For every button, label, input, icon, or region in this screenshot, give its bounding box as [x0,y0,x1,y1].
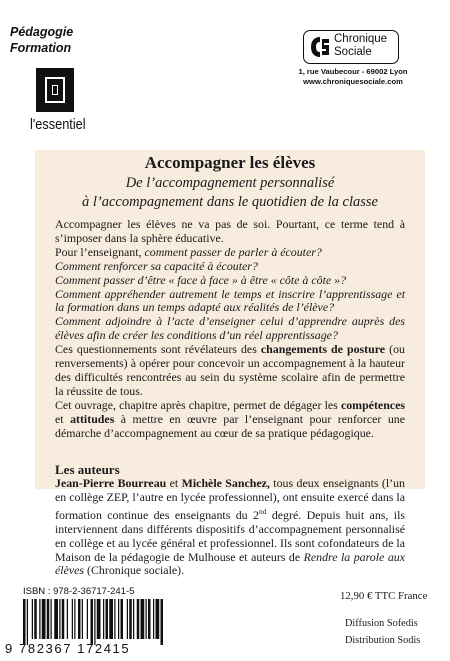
diffusion: Diffusion Sofedis [345,618,418,629]
blurb-paragraph-1: Accompagner les élèves ne va pas de soi. Pourtant, ce terme tend à s’imposer dans la sphère éducative. [55,217,405,245]
publisher-website: www.chroniquesociale.com [303,77,403,86]
publisher-name: Chronique Sociale [334,33,388,58]
isbn: ISBN : 978-2-36717-241-5 [23,586,135,597]
series-logo-icon [36,68,74,112]
blurb-paragraph-4: Cet ouvrage, chapitre après chapitre, permet de dégager les compétences et attitudes à mettre en œuvre par l’enseignant pour renforcer une démarche d’accompagnement au cœur de sa pratique pédagogique. [55,397,405,440]
barcode-digits: 9 782367 172415 [5,641,131,656]
publisher-cs-icon [310,36,330,58]
publisher-logo [303,30,399,64]
distribution: Distribution Sodis [345,635,421,646]
blurb-question-4: Comment appréhender autrement le temps et inscrire l’apprentissage et la formation dans un temps adapté aux réalités de l’élève? [55,286,405,315]
collection-line-1: Pédagogie [10,25,74,39]
distribution-info [345,615,420,649]
book-subtitle-2: à l’accompagnement dans le quotidien de la classe [82,194,378,210]
blurb-body [55,218,405,441]
collection-label [10,24,73,56]
publisher-address-block [297,67,409,87]
book-subtitle-1: De l’accompagnement personnalisé [125,175,335,191]
price: 12,90 € TTC France [340,590,428,602]
blurb-question-2: Comment renforcer sa capacité à écouter? [55,258,258,273]
publisher-address: 1, rue Vaubecour - 69002 Lyon [298,67,408,76]
collection-line-2: Formation [10,41,72,55]
series-name: l'essentiel [30,116,86,133]
blurb-paragraph-2: Pour l’enseignant, comment passer de parler à écouter? [55,244,322,259]
blurb-question-5: Comment adjoindre à l’acte d’enseigner celui d’apprendre auprès des élèves afin de créer les conditions d’un réel apprentissage? [55,314,405,343]
barcode-block [3,585,231,661]
book-title: Accompagner les élèves [144,153,316,172]
barcode-icon [19,599,219,645]
blurb-question-3: Comment passer d’être « face à face » à être « côte à côte »? [55,272,347,287]
blurb-paragraph-3: Ces questionnements sont révélateurs des changements de posture (ou renversements) à opérer pour concevoir un accompagnement à la hauteur des difficultés rencontrées au sein du système scolaire afin de permettre la réussite de tous. [55,342,405,398]
authors-bio: Jean-Pierre Bourreau et Michèle Sanchez, tous deux enseignants (l’un en collège ZEP, l’autre en lycée professionnel), ont ensuite exercé dans la formation continue des enseignants du 2nd degré. Depuis huit ans, ils interviennent dans différents dispositifs d’accompagnement personnalisé en collège et au lycée général et professionnel. Ils sont cofondateurs de la Maison de la pédagogie de Mulhouse et auteurs de Rendre la parole aux élèves (Chronique sociale). [55,476,406,578]
authors-heading: Les auteurs [55,462,120,477]
